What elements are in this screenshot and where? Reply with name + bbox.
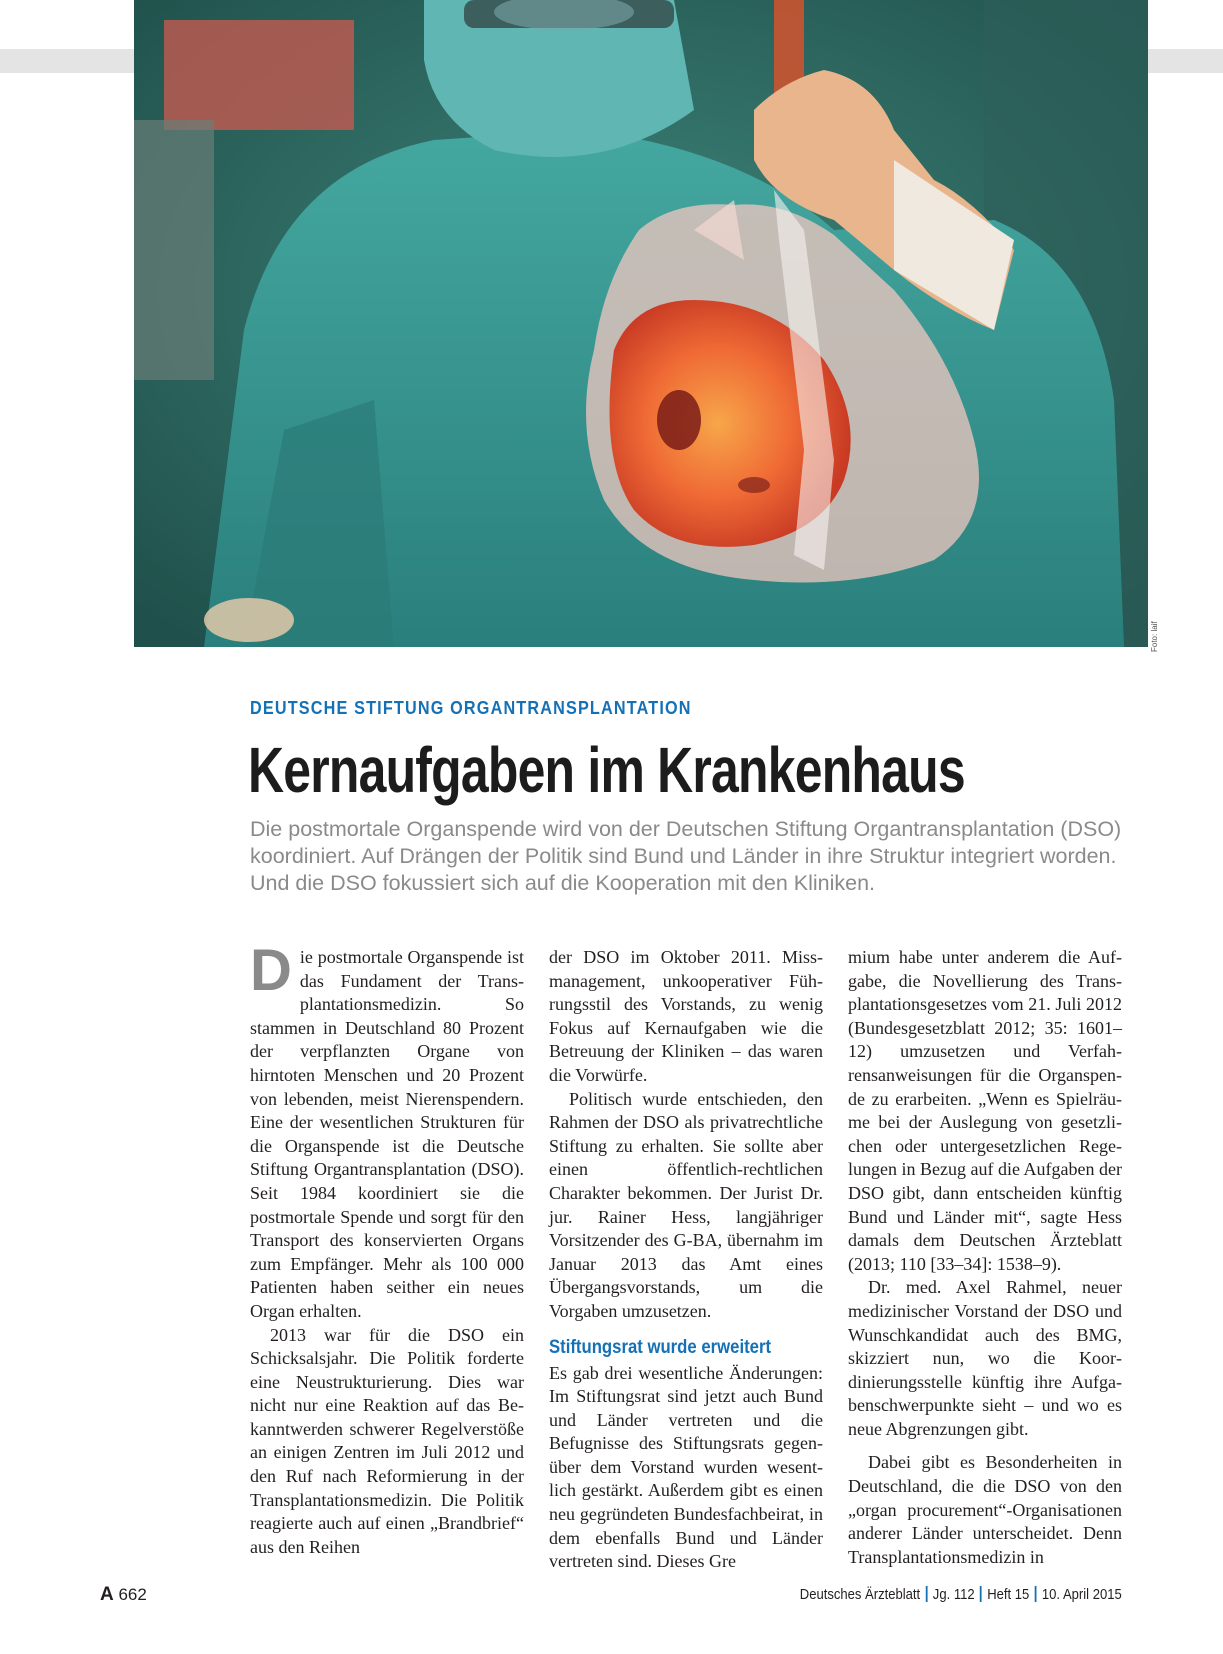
journal-date: 10. April 2015 [1042, 1587, 1122, 1603]
paragraph: Politisch wurde entschieden, den Rahmen der DSO als privatrechtliche Stiftung zu erhalten. Sie sollte aber einen öffentlich-rechtlichen Charakter bekommen. Der Jurist Dr. jur. Rainer Hess, langjähriger Vorsitzender des G-BA, übernahm im Januar 2013 das Amt eines Übergangsvorstands, um die Vorgaben umzusetzen. [549, 1088, 823, 1321]
article-title: Kernaufgaben im Krankenhaus [248, 734, 965, 806]
surgeon-holding-organ-bag-photo [134, 0, 1148, 647]
journal-footer [800, 1586, 1122, 1603]
paragraph: Es gab drei wesentliche Änderungen: Im Stiftungsrat sind jetzt auch Bund und Länder vertreten und die Befugnisse des Stiftungsrats gegenüber dem Vorstand wurden wesentlich gestärkt. Außerdem gibt es einen neu gegründeten Bundesfachbeirat, in dem ebenfalls Bund und Länder vertreten sind. Dieses Gre [549, 1362, 823, 1572]
drop-cap: D [250, 938, 292, 1003]
page-prefix: A [100, 1584, 114, 1605]
paragraph: Dabei gibt es Besonderheiten in Deutschland, die die DSO von den „organ procurement“-Organisationen anderer Länder unterscheidet. Denn Transplantationsmedizin in [848, 1452, 1122, 1567]
top-gray-bar-left [0, 49, 134, 73]
article-lead: Die postmortale Organspende wird von der Deutschen Stiftung Organtransplantation (DSO) koordiniert. Auf Drängen der Politik sind Bund und Länder in ihre Struktur integriert worden. Und die DSO fokussiert sich auf die Kooperation mit den Kliniken. [250, 817, 1122, 895]
paragraph: Dr. med. Axel Rahmel, neuer medizinischer Vorstand der DSO und Wunschkandidat auch des BMG, skizziert nun, wo die Koordinierungsstelle künftig ihre Aufgabenschwerpunkte sieht – und wo es neue Abgrenzungen gibt. [848, 1277, 1122, 1439]
text-column-2 [549, 946, 823, 1574]
paragraph: der DSO im Oktober 2011. Missmanagement, unkooperativer Führungsstil des Vorstands, zu wenig Fokus auf Kernaufgaben wie die Betreuung der Kliniken – das waren die Vorwürfe. [549, 947, 823, 1085]
journal-issue: Heft 15 [987, 1587, 1030, 1603]
paragraph-text: ie postmortale Organspende ist das Fundament der Transplantationsmedizin. So stammen in Deutschland 80 Prozent der verpflanzten Organe von hirntoten Menschen und 20 Prozent von lebenden, meist Nierenspendern. Eine der wesentlichen Strukturen für die Organspende ist die Deutsche Stiftung Organtransplantation (DSO). Seit 1984 koordiniert sie die postmortale Spende und sorgt für den Transport des konservierten Organs zum Empfänger. Mehr als 100 000 Patienten haben seither ein neues Organ erhalten. [250, 947, 524, 1321]
journal-volume: Jg. 112 [933, 1587, 975, 1603]
paragraph: 2013 war für die DSO ein Schicksalsjahr. Die Politik forderte eine Neustrukturierung. Dies war nicht nur eine Reaktion auf das Bekanntwerden schwerer Regelverstöße an einigen Zentren im Juli 2012 und den Ruf nach Reformierung in der Transplantationsmedizin. Die Politik reagierte auch auf einen „Brandbrief“ aus den Reihen [250, 1324, 524, 1557]
text-column-1 [250, 938, 524, 1559]
photo-credit: Foto: laif [1150, 621, 1159, 652]
page-number [100, 1584, 147, 1606]
top-gray-bar-right [1148, 49, 1223, 73]
paragraph [250, 938, 524, 1324]
page-number-value: 662 [118, 1585, 147, 1604]
footer-separator [926, 1586, 928, 1602]
footer-separator [980, 1586, 982, 1602]
paragraph: mium habe unter anderem die Aufgabe, die Novellierung des Transplantationsgesetzes vom 21. Juli 2012 (Bundesgesetzblatt 2012; 35: 1601–12) umzusetzen und Verfahrensanweisungen für die Organspende zu erarbeiten. „Wenn es Spielräume bei der Auslegung von gesetzlichen oder untergesetzlichen Regelungen in Bezug auf die Aufgaben der DSO gibt, dann entscheiden künftig Bund und Länder mit“, sagte Hess damals dem Deutschen Ärzteblatt (2013; 110 [33–34]: 1538–9). [848, 947, 1122, 1274]
article-photo [134, 0, 1148, 647]
section-subheading: Stiftungsrat wurde erweitert [549, 1336, 772, 1358]
article-kicker: DEUTSCHE STIFTUNG ORGANTRANSPLANTATION [250, 698, 692, 718]
journal-name: Deutsches Ärzteblatt [800, 1587, 921, 1603]
footer-separator [1035, 1586, 1037, 1602]
text-column-3 [848, 946, 1122, 1569]
